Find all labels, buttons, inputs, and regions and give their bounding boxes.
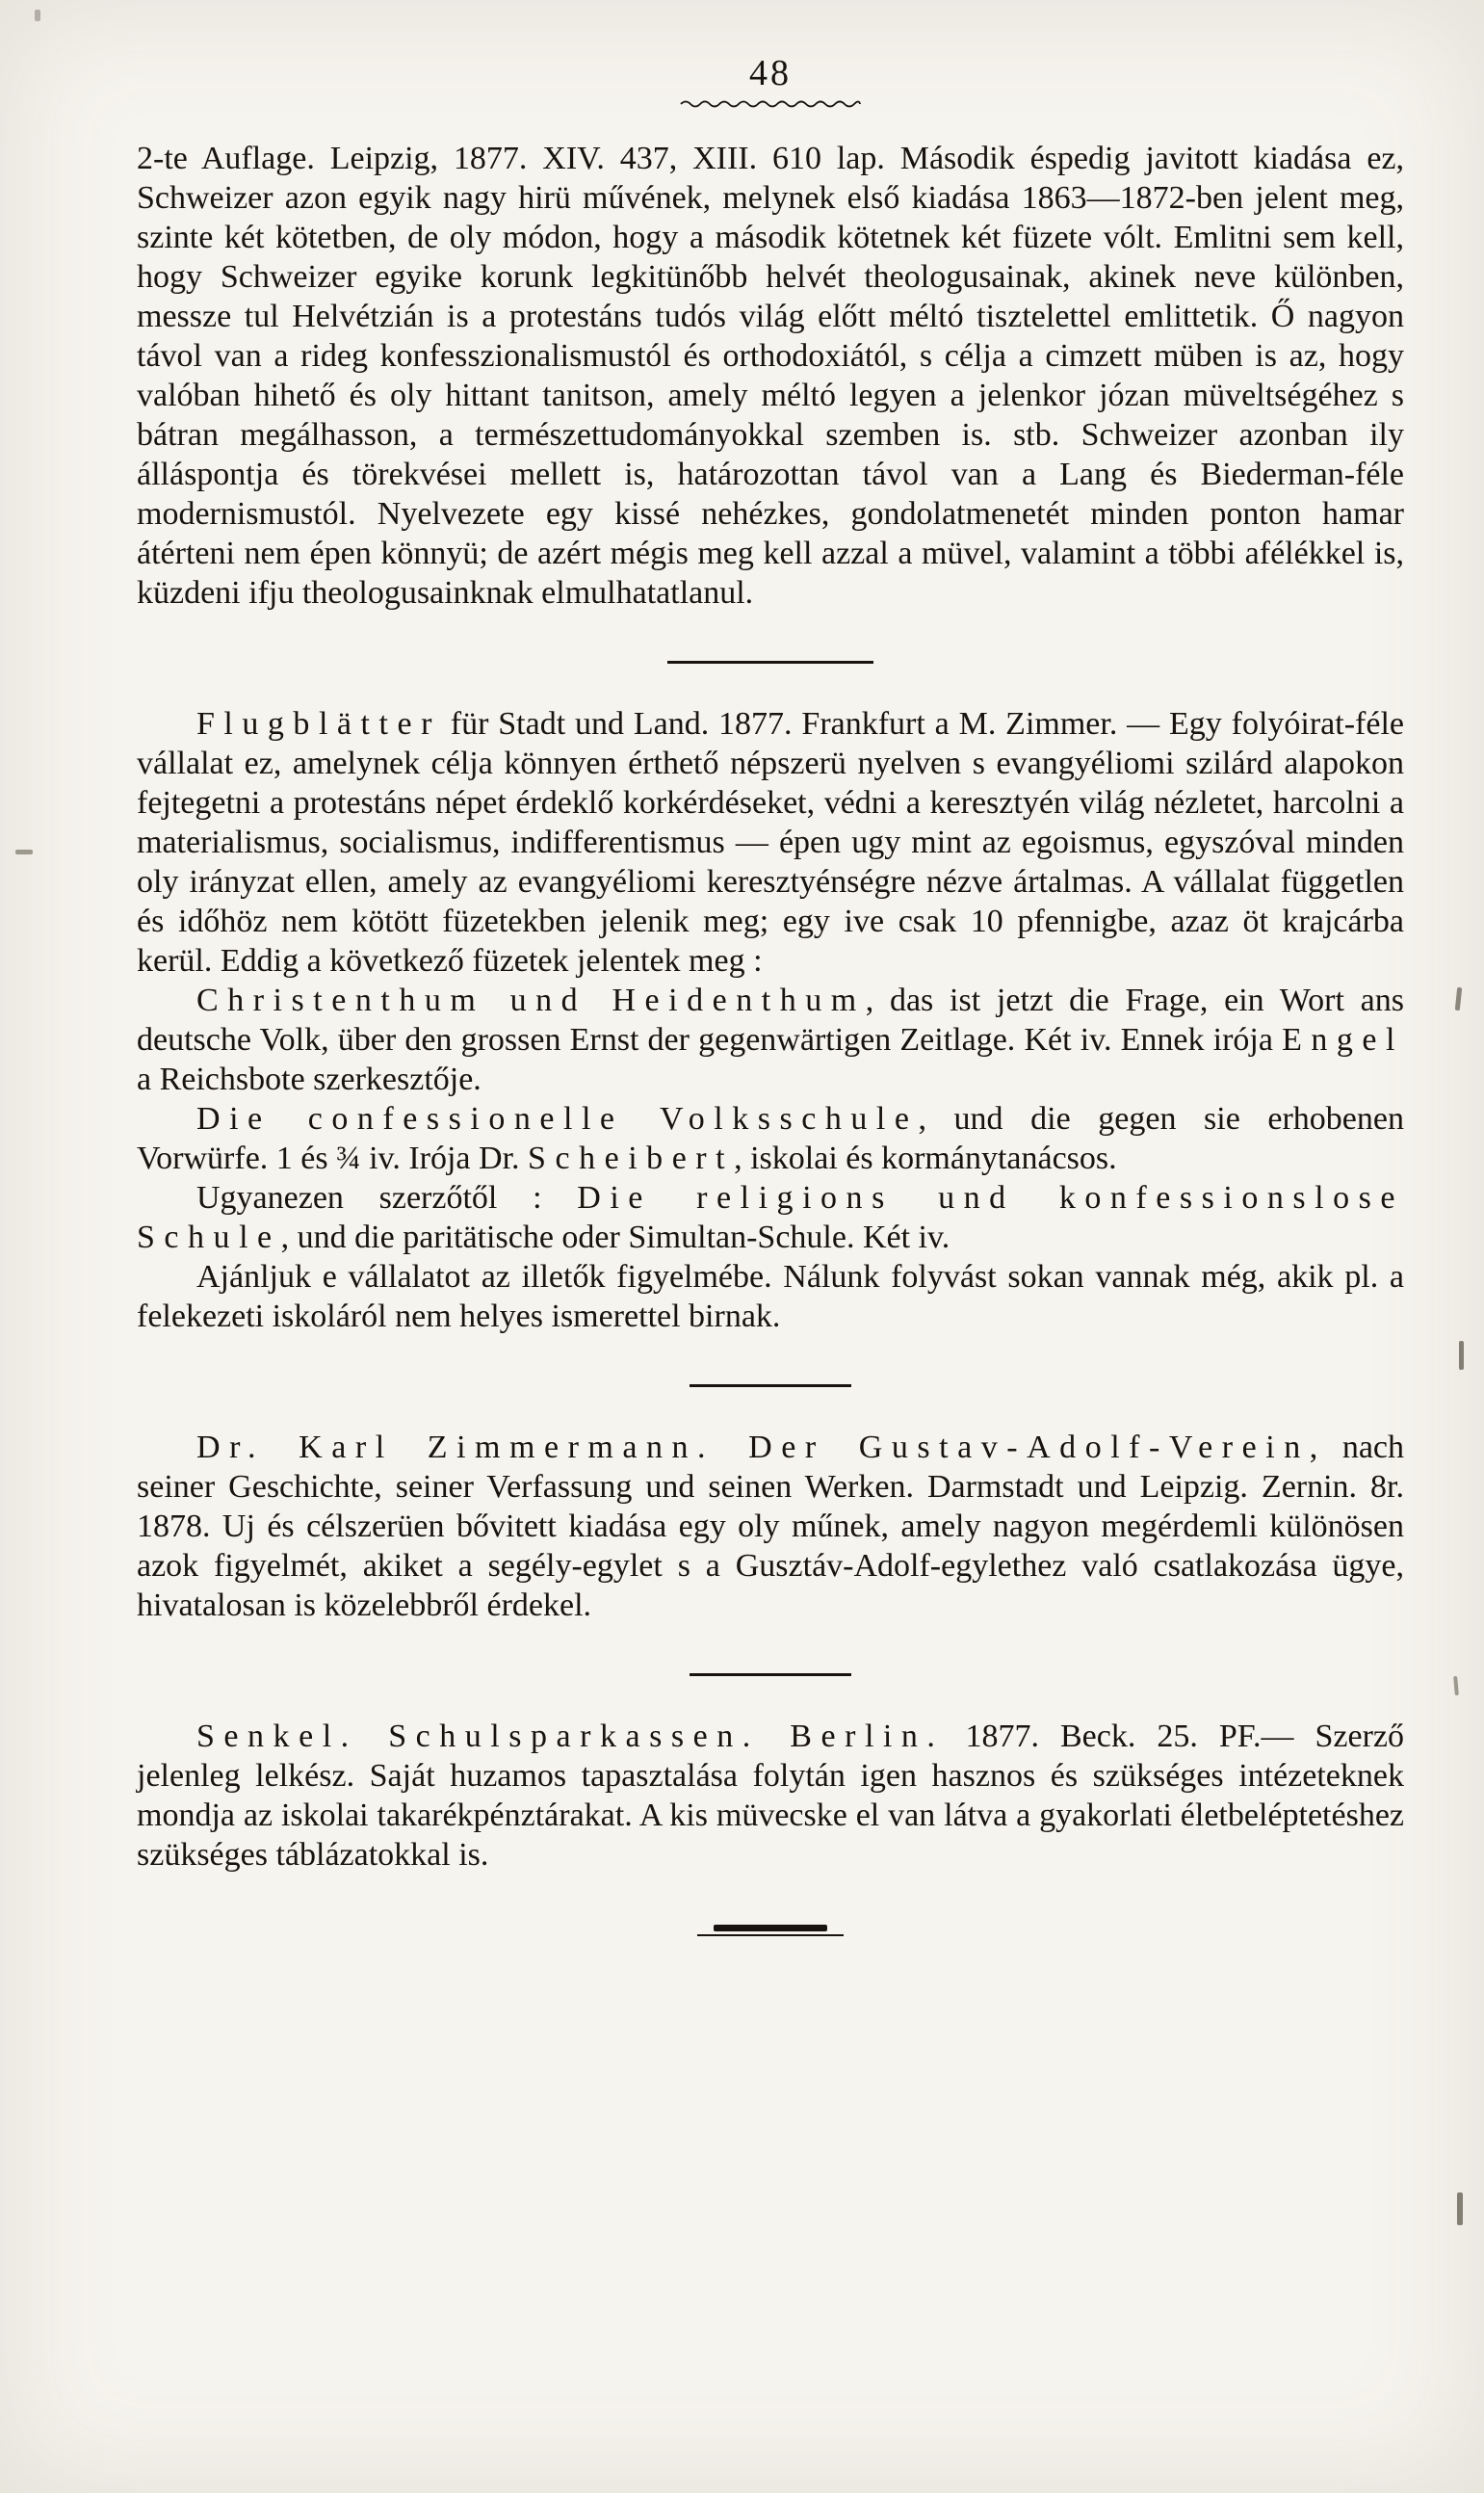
end-of-page-rule (137, 1925, 1404, 1936)
end-rule-line (697, 1934, 844, 1936)
christenthum-author: Engel (1282, 1022, 1404, 1058)
booklets-note-text: Ajánljuk e vállalatot az illetők figyelmébe. Nálunk folyvást sokan vannak még, akik pl. a felekezeti iskoláról nem helyes ismerettel birnak. (137, 1259, 1404, 1334)
senkel-title: Senkel. Schulsparkassen. Berlin. (196, 1719, 945, 1754)
zimmermann-title: Dr. Karl Zimmermann. Der Gustav-Adolf-Verein (196, 1430, 1310, 1465)
scan-artifact (35, 10, 40, 21)
christenthum-tail: a Reichsbote szerkesztője. (137, 1062, 482, 1097)
booklets-note-paragraph (137, 1257, 1404, 1336)
section-divider (667, 661, 873, 664)
scan-artifact (1455, 987, 1462, 1010)
booklet-christenthum-paragraph (137, 981, 1404, 1099)
review-schweizer-text: 2-te Auflage. Leipzig, 1877. XIV. 437, XIII. 610 lap. Második éspedig javitott kiadása ez, Schweizer azon egyik nagy hirü művének, melynek első kiadása 1863—1872-ben jelent meg, szinte két kötetben, de oly módon, hogy a második kötetnek két füzete vólt. Emlitni sem kell, hogy Schweizer egyike korunk legkitünőbb helvét theologusainak, akinek neve különben, messze tul Helvétzián is a protestáns tudós világ előtt méltó tisztelettel emlittetik. Ő nagyon távol van a rideg konfesszionalismustól és orthodoxiától, s célja a cimzett müben is az, hogy valóban hihető és oly hittant tanitson, amely méltó legyen a jelenkor józan müveltségéhez s bátran megálhasson, a természettudományokkal szemben is. stb. Schweizer azonban ily álláspontja és törekvései mellett is, határozottan távol van a Lang és Biederman-féle modernismustól. Nyelvezete egy kissé nehézkes, gondolatmenetét minden ponton hamar átérteni nem épen könnyü; de azért mégis meg kell azzal a müvel, valamint a többi afélékkel is, küzdeni ifju theologusainknak elmulhatatlanul. (137, 141, 1404, 611)
zimmermann-text: , nach seiner Geschichte, seiner Verfassung und seinen Werken. Darmstadt und Leipzig. Zernin. 8r. 1878. Uj és célszerüen bővitett kiadása egy oly műnek, amely nagyon megérdemli különösen azok figyelmét, akiket a segély-egylet s a Gusztáv-Adolf-egylethez való csatlakozása ügye, hivatalosan is közelebbről érdekel. (137, 1430, 1404, 1623)
text-column (137, 139, 1404, 1936)
religionslose-title: Die religions und konfessionslose Schule (137, 1180, 1404, 1255)
scan-artifact (1459, 1341, 1464, 1370)
scan-artifact (15, 850, 33, 854)
section-divider (690, 1384, 851, 1387)
booklet-religionslose-paragraph (137, 1178, 1404, 1257)
volksschule-author: Scheibert (528, 1141, 735, 1176)
review-flugblaetter-paragraph (137, 704, 1404, 981)
flugblaetter-text: für Stadt und Land. 1877. Frankfurt a M. Zimmer. — Egy folyóirat-féle vállalat ez, amelynek célja könnyen érthető népszerü nyelven s evangyéliomi szilárd alapokon fejtegetni a protestáns népet érdeklő korkérdéseket, védni a keresztyén világ nézletet, harcolni a materialismus, socialismus, indifferentismus — épen ugy mint az egoismus, egyszóval minden oly irányzat ellen, amely az evangyéliomi keresztyénségre nézve ártalmas. A vállalat független és időhöz nem kötött füzetekben jelenik meg; egy ive csak 10 pfennigbe, azaz öt krajcárba kerül. Eddig a következő füzetek jelentek meg : (137, 706, 1404, 979)
flugblaetter-title: Flugblätter (196, 706, 441, 742)
review-senkel-paragraph (137, 1717, 1404, 1875)
volksschule-description: , und die gegen sie erhobenen Vorwürfe. 1 és ¾ iv. Irója Dr. (137, 1101, 1404, 1176)
page-number: 48 (749, 53, 792, 93)
religionslose-lead: Ugyanezen szerzőtől : (196, 1180, 578, 1216)
scan-artifact (1457, 2192, 1463, 2225)
booklet-volksschule-paragraph (137, 1099, 1404, 1178)
page-number-flourish-icon (679, 98, 862, 110)
religionslose-tail: , und die paritätische oder Simultan-Schule. Két iv. (280, 1220, 950, 1255)
review-zimmermann-paragraph (137, 1428, 1404, 1625)
section-divider (690, 1673, 851, 1676)
volksschule-title: Die confessionelle Volksschule (196, 1101, 919, 1137)
review-schweizer-paragraph (137, 139, 1404, 613)
christenthum-title: Christenthum und Heidenthum (196, 983, 866, 1018)
senkel-text: 1877. Beck. 25. PF.— Szerző jelenleg lelkész. Saját huzamos tapasztalása folytán igen hasznos és szükséges intézeteknek mondja az iskolai takarékpénztárakat. A kis müvecske el van látva a gyakorlati életbeléptetéshez szükséges táblázatokkal is. (137, 1719, 1404, 1873)
end-rule-bar (714, 1925, 827, 1931)
volksschule-tail: , iskolai és kormánytanácsos. (734, 1141, 1117, 1176)
scan-artifact (1453, 1676, 1459, 1695)
page-header (137, 52, 1404, 110)
christenthum-description: , das ist jetzt die Frage, ein Wort ans deutsche Volk, über den grossen Ernst der gegenwärtigen Zeitlage. Két iv. Ennek irója (137, 983, 1404, 1058)
